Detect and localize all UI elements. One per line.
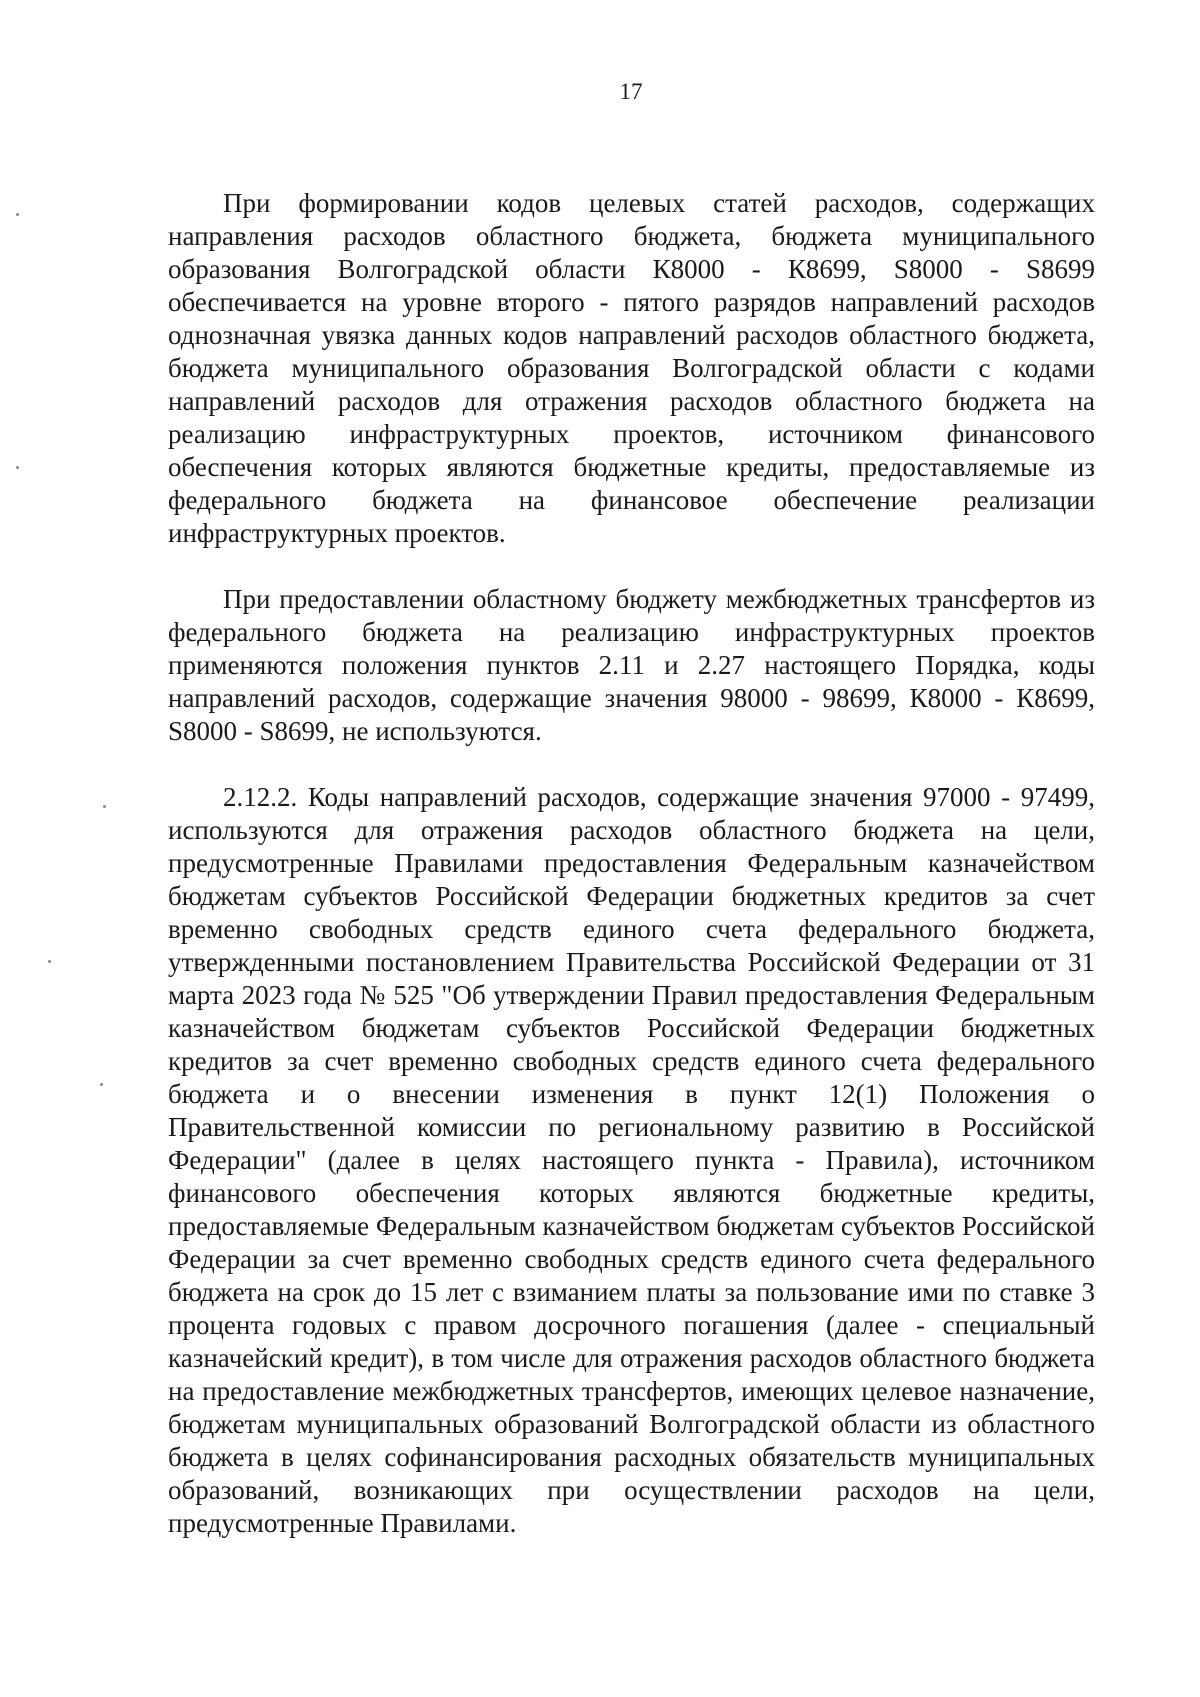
- scan-speck: [16, 213, 19, 216]
- scan-speck: [103, 805, 106, 808]
- scan-speck: [100, 1083, 103, 1086]
- scan-speck: [16, 466, 19, 469]
- scan-speck: [48, 960, 51, 963]
- page-number: 17: [619, 79, 643, 104]
- document-body: [168, 187, 1095, 1573]
- paragraph-interbudget-transfers: При предоставлении областному бюджету межбюджетных трансфертов из федерального бюджета на реализацию инфраструктурных проектов применяются положения пунктов 2.11 и 2.27 настоящего Порядка, коды направлений расходов, содержащие значения 98000 - 98699, К8000 - К8699, S8000 - S8699, не используются.: [168, 584, 1095, 746]
- paragraph-2-12-2: 2.12.2. Коды направлений расходов, содержащие значения 97000 - 97499, используются для отражения расходов областного бюджета на цели, предусмотренные Правилами предоставления Федеральным казначейством бюджетам субъектов Российской Федерации бюджетных кредитов за счет временно свободных средств единого счета федерального бюджета, утвержденными постановлением Правительства Российской Федерации от 31 марта 2023 года № 525 "Об утверждении Правил предоставления Федеральным казначейством бюджетам субъектов Российской Федерации бюджетных кредитов за счет временно свободных средств единого счета федерального бюджета и о внесении изменения в пункт 12(1) Положения о Правительственной комиссии по региональному развитию в Российской Федерации" (далее в целях настоящего пункта - Правила), источником финансового обеспечения которых являются бюджетные кредиты, предоставляемые Федеральным казначейством бюджетам субъектов Российской Федерации за счет временно свободных средств единого счета федерального бюджета на срок до 15 лет с взиманием платы за пользование ими по ставке 3 процента годовых с правом досрочного погашения (далее - специальный казначейский кредит), в том числе для отражения расходов областного бюджета на предоставление межбюджетных трансфертов, имеющих целевое назначение, бюджетам муниципальных образований Волгоградской области из областного бюджета в целях софинансирования расходных обязательств муниципальных образований, возникающих при осуществлении расходов на цели, предусмотренные Правилами.: [168, 782, 1095, 1538]
- paragraph-infrastructure-codes: При формировании кодов целевых статей расходов, содержащих направления расходов областного бюджета, бюджета муниципального образования Волгоградской области К8000 - К8699, S8000 - S8699 обеспечивается на уровне второго - пятого разрядов направлений расходов однозначная увязка данных кодов направлений расходов областного бюджета, бюджета муниципального образования Волгоградской области с кодами направлений расходов для отражения расходов областного бюджета на реализацию инфраструктурных проектов, источником финансового обеспечения которых являются бюджетные кредиты, предоставляемые из федерального бюджета на финансовое обеспечение реализации инфраструктурных проектов.: [168, 188, 1095, 548]
